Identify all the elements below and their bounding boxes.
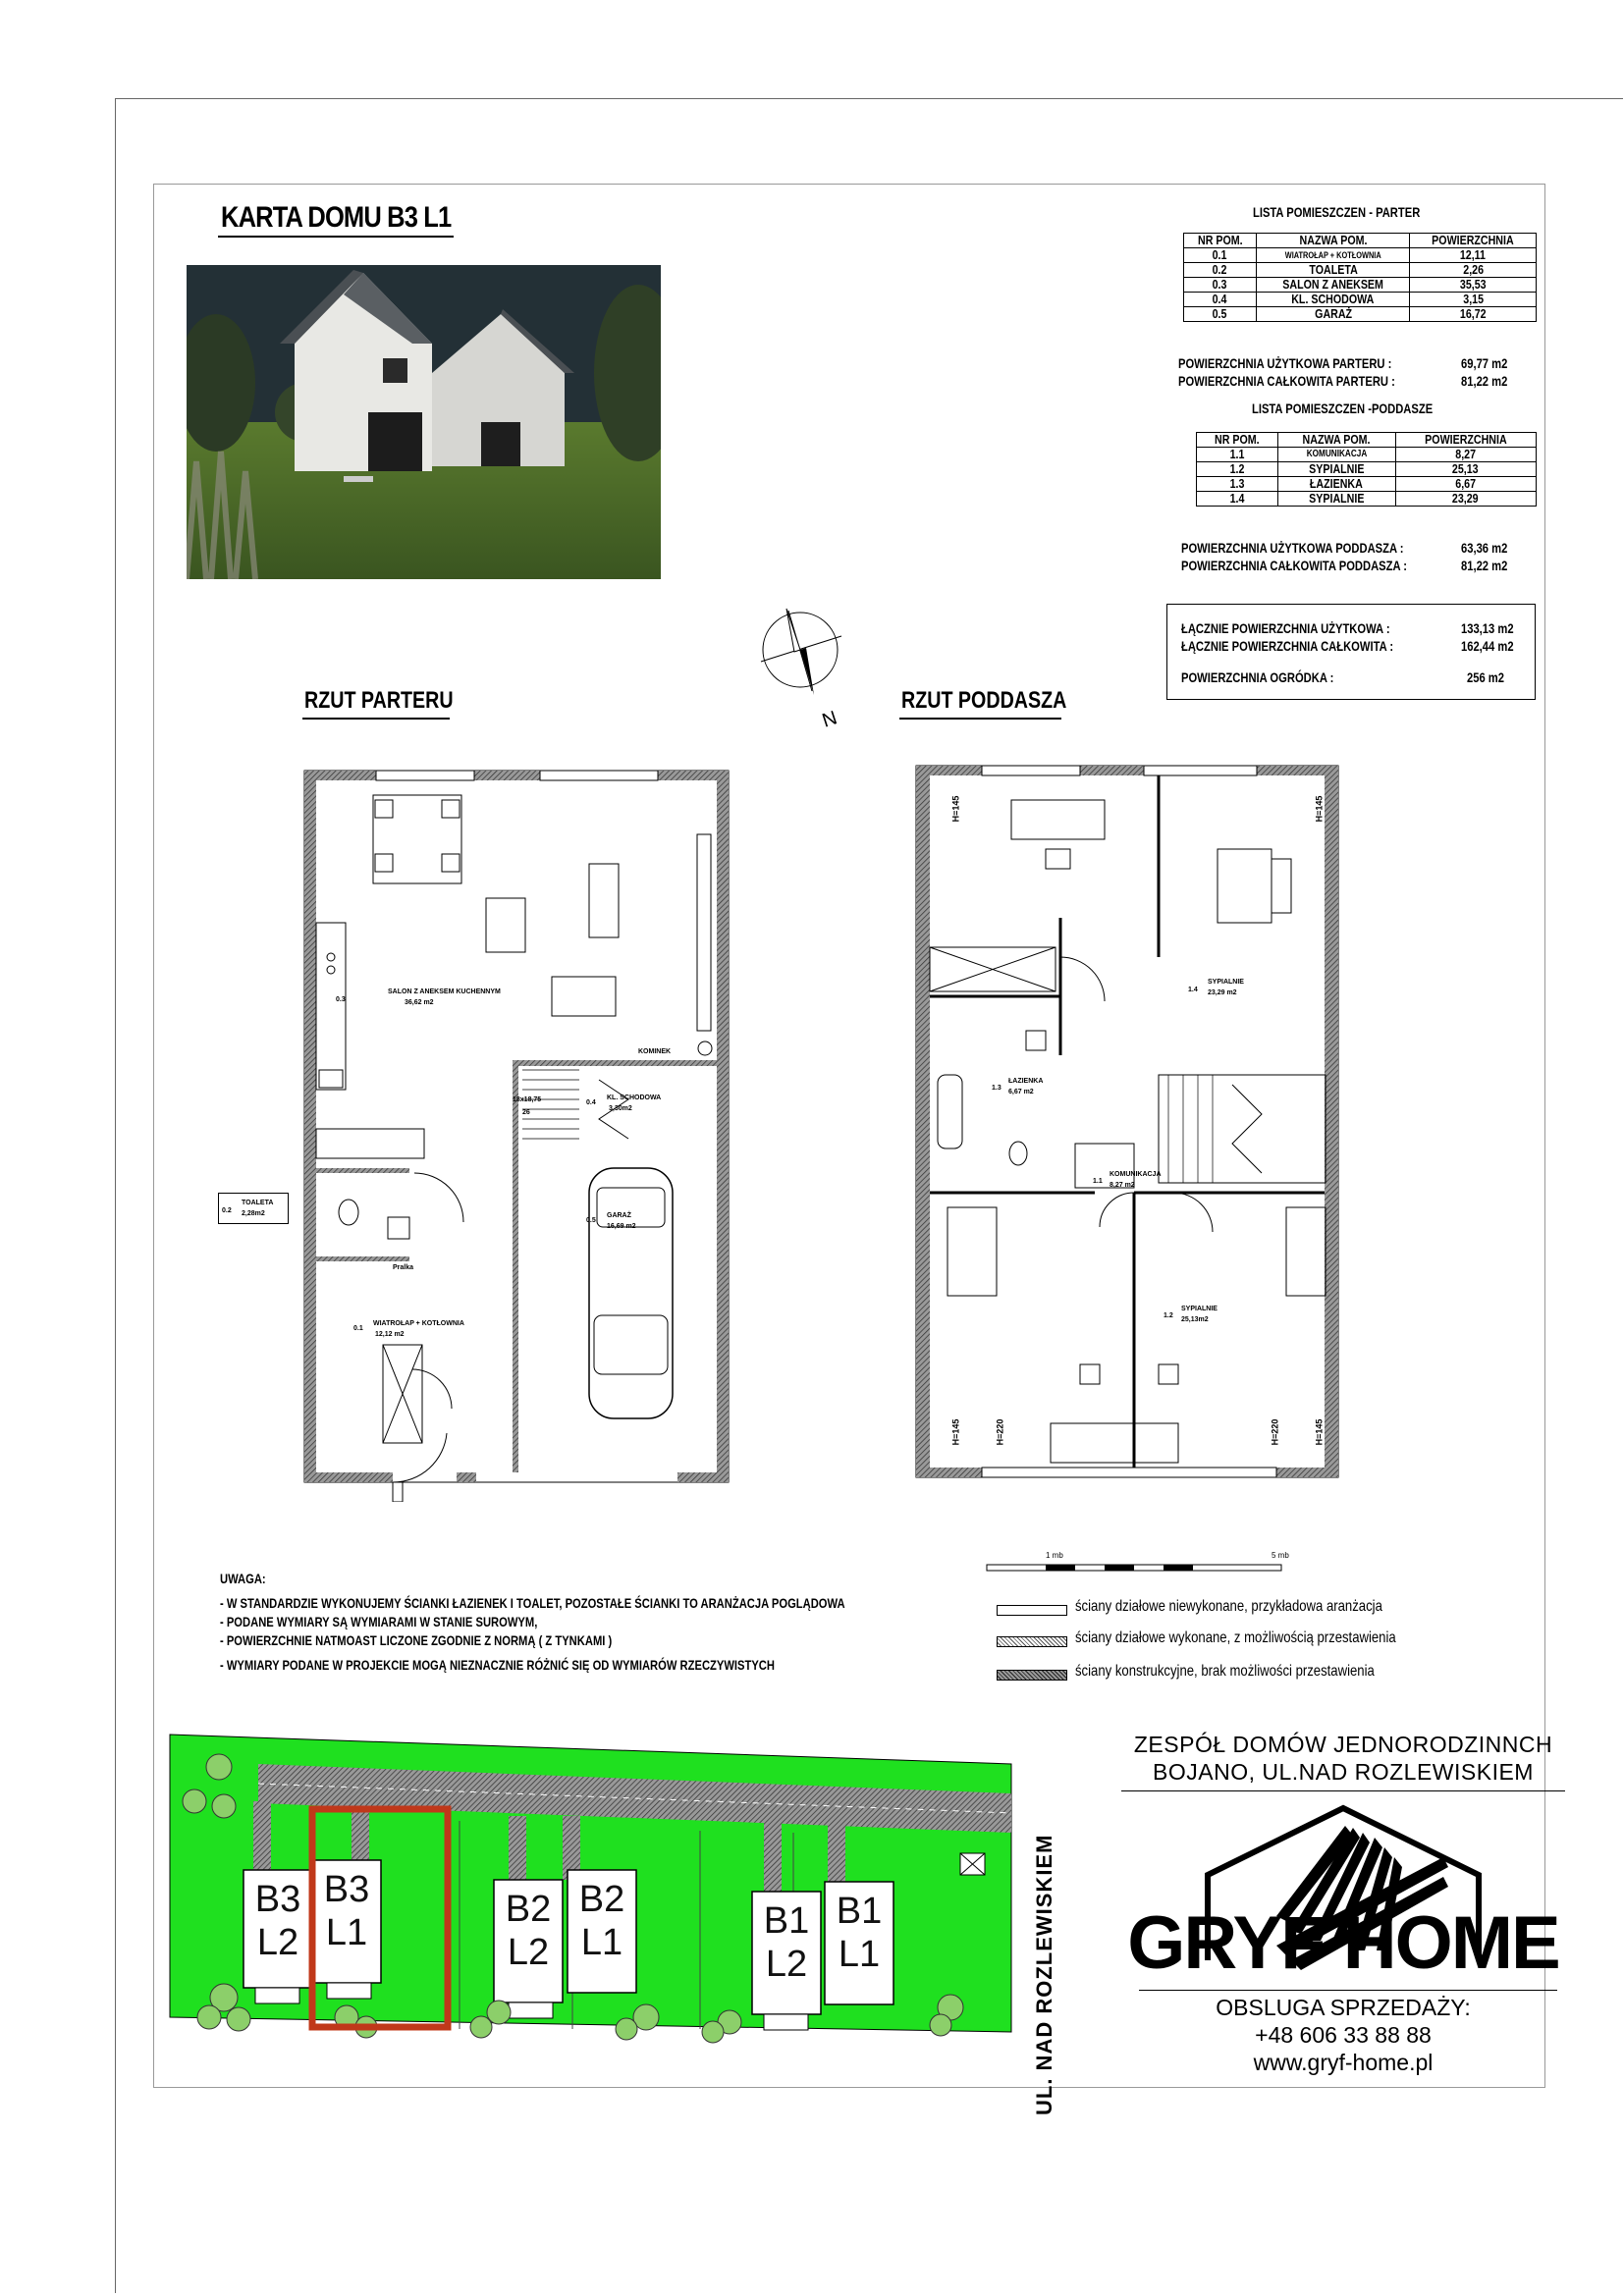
note-item: - POWIERZCHNIE NATMOAST LICZONE ZGODNIE Z NORMĄ ( Z TYNKAMI ) xyxy=(220,1632,613,1648)
attic-total-value: 81,22 m2 xyxy=(1461,558,1508,573)
total-usable-value: 133,13 m2 xyxy=(1461,620,1514,636)
note-item: - WYMIARY PODANE W PROJEKCIE MOGĄ NIEZNACZNIE RÓŻNIĆ SIĘ OD WYMIARÓW RZECZYWISTYCH xyxy=(220,1657,775,1673)
ground-floor-plan xyxy=(295,756,746,1502)
stairs-area: 3,30m2 xyxy=(609,1105,632,1112)
fireplace-label: KOMINEK xyxy=(638,1048,672,1055)
sales-phone[interactable]: +48 606 33 88 88 xyxy=(1255,2022,1432,2048)
toilet-name: TOALETA xyxy=(242,1200,274,1206)
bedroom2-area: 25,13m2 xyxy=(1181,1316,1209,1323)
toilet-area: 2,28m2 xyxy=(242,1210,265,1217)
ground-usable-label: POWIERZCHNIA UŻYTKOWA PARTERU : xyxy=(1178,355,1392,371)
legend-item: ściany działowe niewykonane, przykładowa aranżacja xyxy=(1075,1598,1382,1615)
ground-total-label: POWIERZCHNIA CAŁKOWITA PARTERU : xyxy=(1178,373,1395,389)
height-label: H=145 xyxy=(950,795,961,823)
bedroom1-area: 23,29 m2 xyxy=(1208,989,1237,996)
attic-room-table xyxy=(1196,432,1537,507)
entry-area: 12,12 m2 xyxy=(375,1331,405,1338)
height-label: H=145 xyxy=(1314,795,1325,823)
salon-no: 0.3 xyxy=(336,996,346,1003)
table-row: 1.1 KOMUNIKACJA 8,27 xyxy=(1197,448,1537,462)
bedroom1-name: SYPIALNIE xyxy=(1208,979,1244,986)
table-row: 1.4 SYPIALNIE 23,29 xyxy=(1197,492,1537,507)
stairs-name: KL. SCHODOWA xyxy=(607,1095,662,1101)
table-row: 1.2 SYPIALNIE 25,13 xyxy=(1197,462,1537,477)
attic-plan-title-underline xyxy=(899,718,1061,720)
brand-logo-text: GRYF HOME xyxy=(1127,1901,1559,1985)
bedroom2-name: SYPIALNIE xyxy=(1181,1306,1218,1312)
hall-area: 8,27 m2 xyxy=(1110,1182,1135,1189)
hall-name: KOMUNIKACJA xyxy=(1110,1171,1162,1178)
height-label: H=145 xyxy=(950,1418,961,1446)
garage-name: GARAŻ xyxy=(607,1212,631,1219)
toilet-label-box xyxy=(218,1193,289,1224)
col-header: NR POM. xyxy=(1197,433,1278,448)
garage-area: 16,69 m2 xyxy=(607,1223,636,1230)
col-header: POWIERZCHNIA xyxy=(1395,433,1536,448)
legend-item: ściany działowe wykonane, z możliwością przestawienia xyxy=(1075,1629,1396,1646)
notes-section xyxy=(220,1571,1001,1676)
attic-usable-label: POWIERZCHNIA UŻYTKOWA PODDASZA : xyxy=(1181,540,1404,556)
salon-area: 36,62 m2 xyxy=(405,999,434,1006)
development-name: ZESPÓŁ DOMÓW JEDNORODZINNCH xyxy=(1133,1732,1553,1757)
note-item: - W STANDARDZIE WYKONUJEMY ŚCIANKI ŁAZIENEK I TOALET, POZOSTAŁE ŚCIANKI TO ARANŻACJA POGLĄDOWA xyxy=(220,1595,845,1611)
bathroom-no: 1.3 xyxy=(992,1085,1001,1092)
col-header: POWIERZCHNIA xyxy=(1410,234,1537,248)
development-address: BOJANO, UL.NAD ROZLEWISKIEM xyxy=(1153,1759,1534,1785)
height-label: H=220 xyxy=(1270,1418,1280,1446)
garden-area-label: POWIERZCHNIA OGRÓDKA : xyxy=(1181,669,1334,685)
col-header: NAZWA POM. xyxy=(1277,433,1395,448)
attic-list-heading: LISTA POMIESZCZEN -PODDASZE xyxy=(1252,400,1434,416)
attic-floor-plan xyxy=(908,761,1350,1492)
legend-item: ściany konstrukcyjne, brak możliwości przestawienia xyxy=(1075,1663,1375,1680)
height-label: H=220 xyxy=(995,1418,1005,1446)
total-area-value: 162,44 m2 xyxy=(1461,638,1514,654)
note-item: - PODANE WYMIARY SĄ WYMIARAMI W STANIE SUROWYM, xyxy=(220,1614,538,1629)
stairs-no: 0.4 xyxy=(586,1099,596,1106)
garden-area-value: 256 m2 xyxy=(1467,669,1504,685)
stairs-count: 26 xyxy=(522,1109,530,1116)
table-row: 0.1 WIATROŁAP + KOTŁOWNIA 12,11 xyxy=(1184,248,1537,263)
col-header: NR POM. xyxy=(1184,234,1257,248)
attic-usable-value: 63,36 m2 xyxy=(1461,540,1508,556)
site-plan xyxy=(165,1723,1068,2115)
col-header: NAZWA POM. xyxy=(1257,234,1410,248)
ground-usable-value: 69,77 m2 xyxy=(1461,355,1508,371)
table-row: 0.5 GARAŻ 16,72 xyxy=(1184,307,1537,322)
lot-label: B1 L2 xyxy=(763,1900,810,1985)
garage-no: 0.5 xyxy=(586,1217,596,1224)
legend-swatch-dark-hatch xyxy=(997,1670,1067,1681)
page-title: KARTA DOMU B3 L1 xyxy=(221,201,452,234)
branding-divider xyxy=(1121,1790,1565,1791)
lot-label: B2 L1 xyxy=(578,1879,625,1963)
lot-label: B3 L2 xyxy=(254,1879,301,1963)
height-label: H=145 xyxy=(1314,1418,1325,1446)
title-underline xyxy=(218,236,454,238)
total-usable-label: ŁĄCZNIE POWIERZCHNIA UŻYTKOWA : xyxy=(1181,620,1390,636)
attic-total-label: POWIERZCHNIA CAŁKOWITA PODDASZA : xyxy=(1181,558,1407,573)
bathroom-name: ŁAZIENKA xyxy=(1008,1078,1044,1085)
table-row: 0.2 TOALETA 2,26 xyxy=(1184,263,1537,278)
branding-box xyxy=(1119,1720,1567,2075)
ground-plan-title-underline xyxy=(302,718,450,720)
toilet-no: 0.2 xyxy=(222,1207,232,1214)
table-row: 1.3 ŁAZIENKA 6,67 xyxy=(1197,477,1537,492)
ground-total-value: 81,22 m2 xyxy=(1461,373,1508,389)
bathroom-area: 6,67 m2 xyxy=(1008,1089,1034,1095)
website-link[interactable]: www.gryf-home.pl xyxy=(1253,2050,1434,2075)
entry-name: WIATROŁAP + KOTŁOWNIA xyxy=(373,1320,464,1327)
house-rendering-image xyxy=(187,265,661,579)
total-area-label: ŁĄCZNIE POWIERZCHNIA CAŁKOWITA : xyxy=(1181,638,1394,654)
entry-no: 0.1 xyxy=(353,1325,363,1332)
ground-plan-title: RZUT PARTERU xyxy=(304,687,454,714)
bedroom1-no: 1.4 xyxy=(1188,987,1198,993)
scale-bar xyxy=(985,1551,1299,1580)
bedroom2-no: 1.2 xyxy=(1164,1312,1173,1319)
stairs-dims: 18x18,75 xyxy=(513,1096,542,1103)
scale-left-label: 1 mb xyxy=(1046,1551,1063,1560)
compass-north-label: N xyxy=(819,707,840,732)
salon-name: SALON Z ANEKSEM KUCHENNYM xyxy=(388,988,501,995)
lot-label: B2 L2 xyxy=(505,1889,552,1973)
washer-label: Pralka xyxy=(393,1264,414,1271)
table-row: 0.3 SALON Z ANEKSEM 35,53 xyxy=(1184,278,1537,293)
scale-right-label: 5 mb xyxy=(1272,1551,1289,1560)
hall-no: 1.1 xyxy=(1093,1178,1103,1185)
legend-swatch-plain xyxy=(997,1605,1067,1616)
branding-divider xyxy=(1139,1990,1557,1991)
notes-heading: UWAGA: xyxy=(220,1571,266,1586)
lot-label: B1 L1 xyxy=(836,1891,883,1975)
sales-label: OBSLUGA SPRZEDAŻY: xyxy=(1216,1995,1471,2020)
legend-swatch-light-hatch xyxy=(997,1636,1067,1647)
table-row: 0.4 KL. SCHODOWA 3,15 xyxy=(1184,293,1537,307)
ground-list-heading: LISTA POMIESZCZEN - PARTER xyxy=(1253,204,1421,220)
lot-label-selected: B3 L1 xyxy=(323,1869,370,1953)
attic-plan-title: RZUT PODDASZA xyxy=(901,687,1067,714)
compass-icon xyxy=(751,601,859,728)
ground-room-table xyxy=(1183,233,1537,322)
street-label: UL. NAD ROZLEWISKIEM xyxy=(1032,1834,1056,2115)
